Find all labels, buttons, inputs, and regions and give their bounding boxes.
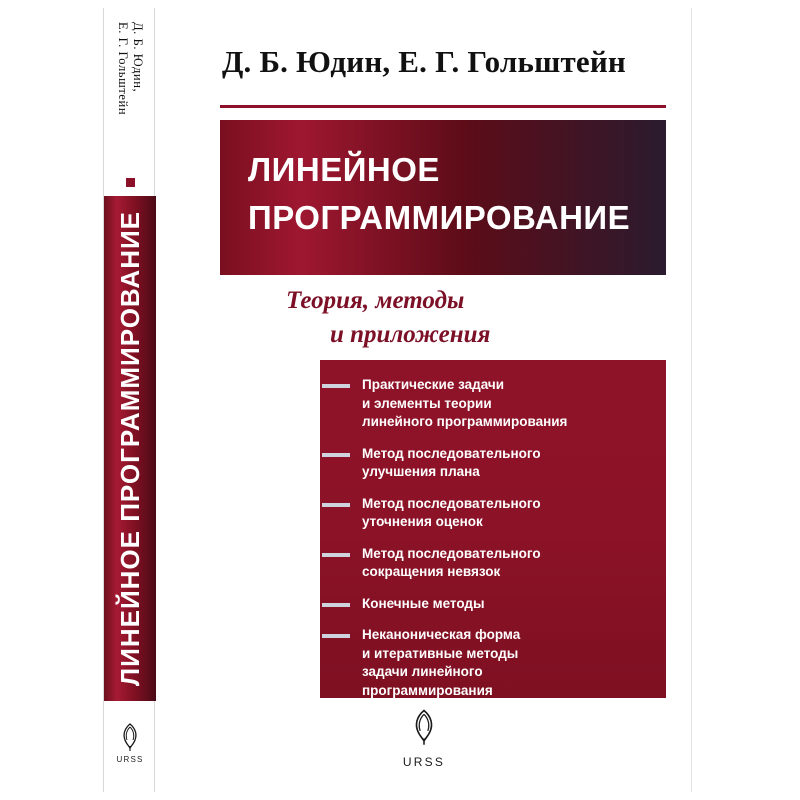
dash-bullet-icon [322,634,350,638]
list-item [314,595,674,614]
cover-title-block [220,120,666,275]
urss-logo-icon [407,708,441,746]
list-item [314,495,674,532]
topics-list [314,376,674,713]
cover-subtitle-line-2: и приложения [330,321,491,348]
spine-authors [104,22,156,172]
list-item [314,445,674,482]
spine-title-text: ЛИНЕЙНОЕ ПРОГРАММИРОВАНИЕ [114,210,145,687]
spine-square-ornament [126,178,135,187]
spine-publisher-logo [104,722,156,764]
spine-color-band [104,196,156,701]
dash-bullet-icon [322,553,350,557]
cover-divider-rule [220,105,666,108]
topic-text: Неканоническая форма и итеративные методы задачи линейного программирования [362,627,521,698]
topic-text: Метод последовательного уточнения оценок [362,495,541,529]
urss-logo-icon [117,722,143,752]
cover-subtitle [220,284,666,352]
spine-title [104,196,156,701]
topic-text: Метод последовательного сокращения невязок [362,545,541,579]
book-spine [103,8,155,792]
list-item [314,545,674,582]
spine-publisher-name: URSS [116,755,144,764]
list-item [314,376,674,432]
spine-authors-text: Д. Б. Юдин, Е. Г. Гольштейн [116,22,145,116]
cover-title-line-2: ПРОГРАММИРОВАНИЕ [248,199,631,236]
cover-authors: Д. Б. Юдин, Е. Г. Гольштейн [222,44,626,79]
dash-bullet-icon [322,453,350,457]
dash-bullet-icon [322,384,350,388]
cover-publisher-name: URSS [402,755,446,769]
cover-subtitle-line-1: Теория, методы [286,287,465,314]
front-cover [156,8,692,792]
list-item [314,626,674,700]
topic-text: Метод последовательного улучшения плана [362,445,541,479]
dash-bullet-icon [322,503,350,507]
cover-title-line-1: ЛИНЕЙНОЕ [248,151,440,188]
topic-text: Конечные методы [362,595,485,611]
cover-publisher-logo [156,708,692,769]
topic-text: Практические задачи и элементы теории линейного программирования [362,377,568,429]
dash-bullet-icon [322,603,350,607]
